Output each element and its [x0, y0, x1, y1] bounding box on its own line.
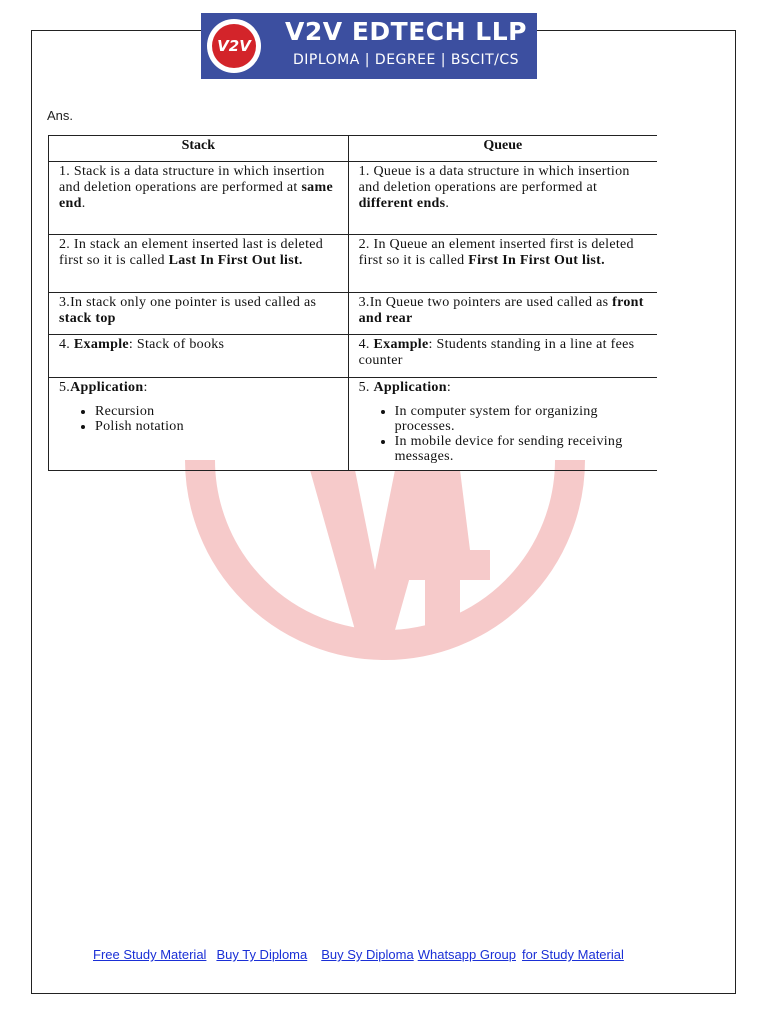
stack-cell [49, 378, 349, 471]
cell-text: : Stack of books [128, 337, 225, 352]
queue-cell [348, 293, 657, 335]
table-row [49, 335, 658, 378]
cell-bold-text: Example [373, 337, 429, 352]
link-buy-ty-diploma[interactable]: Buy Ty Diploma [216, 947, 308, 962]
cell-text: : [143, 380, 148, 395]
list-item: • In mobile device for sending receiving messages. [395, 434, 649, 464]
list-item: • Polish notation [95, 419, 340, 434]
list-item: • Recursion [95, 404, 340, 419]
header-queue: Queue [348, 136, 657, 162]
cell-text: 4. [358, 337, 374, 352]
cell-text: 1. Stack is a data structure in which insertion and deletion operations are performed at [59, 164, 325, 195]
ans-label: Ans. [47, 108, 74, 123]
brand-title: V2V EDTECH LLP [285, 17, 527, 46]
cell-bold-text: front and rear [358, 295, 644, 326]
cell-text: . [445, 196, 450, 211]
stack-cell [49, 335, 349, 378]
header-stack: Stack [49, 136, 349, 162]
cell-text: 3.In stack only one pointer is used called as [59, 295, 317, 310]
cell-text: 1. Queue is a data structure in which insertion and deletion operations are performed at [358, 164, 630, 195]
cell-bold-text: Application [70, 380, 144, 395]
cell-text: 5. [59, 380, 71, 395]
cell-text: 5. [358, 380, 374, 395]
comparison-table [48, 135, 657, 471]
cell-text: : [446, 380, 452, 395]
cell-bold-text: First In First Out list. [468, 253, 605, 268]
footer-links [93, 947, 634, 962]
link-for-study-material[interactable]: for Study Material [522, 947, 624, 962]
brand-logo-text: V2V [212, 24, 256, 68]
queue-cell [348, 162, 657, 235]
cell-bold-text: different ends [358, 196, 446, 211]
stack-cell [49, 235, 349, 293]
stack-application-list [59, 404, 340, 434]
cell-text: 2. In Queue an element inserted first is deleted first so it is called [358, 237, 634, 268]
queue-cell [348, 335, 657, 378]
cell-text: 4. [59, 337, 74, 352]
link-free-study-material[interactable]: Free Study Material [93, 947, 207, 962]
queue-cell [348, 235, 657, 293]
cell-bold-text: Application [373, 380, 447, 395]
table-header-row [49, 136, 658, 162]
stack-cell [49, 293, 349, 335]
table-row [49, 293, 658, 335]
cell-bold-text: Example [73, 337, 129, 352]
cell-text: 3.In Queue two pointers are used called as [358, 295, 613, 310]
list-item: • In computer system for organizing processes. [395, 404, 649, 434]
cell-bold-text: stack top [59, 311, 116, 326]
queue-application-list [359, 404, 649, 464]
queue-cell [348, 378, 657, 471]
table-row [49, 378, 658, 471]
header-banner [201, 13, 537, 79]
brand-logo-icon [207, 19, 261, 73]
link-buy-sy-diploma[interactable]: Buy Sy Diploma [321, 947, 414, 962]
cell-text: 2. In stack an element inserted last is deleted first so it is called [59, 237, 324, 268]
cell-text: . [81, 196, 86, 211]
brand-subtitle: DIPLOMA | DEGREE | BSCIT/CS [292, 52, 520, 68]
table-row [49, 162, 658, 235]
table-row [49, 235, 658, 293]
stack-cell [49, 162, 349, 235]
cell-text: : Students standing in a line at fees counter [358, 337, 635, 368]
link-whatsapp-group[interactable]: Whatsapp Group [417, 947, 516, 962]
cell-bold-text: same end [59, 180, 333, 211]
cell-bold-text: Last In First Out list. [168, 253, 303, 268]
